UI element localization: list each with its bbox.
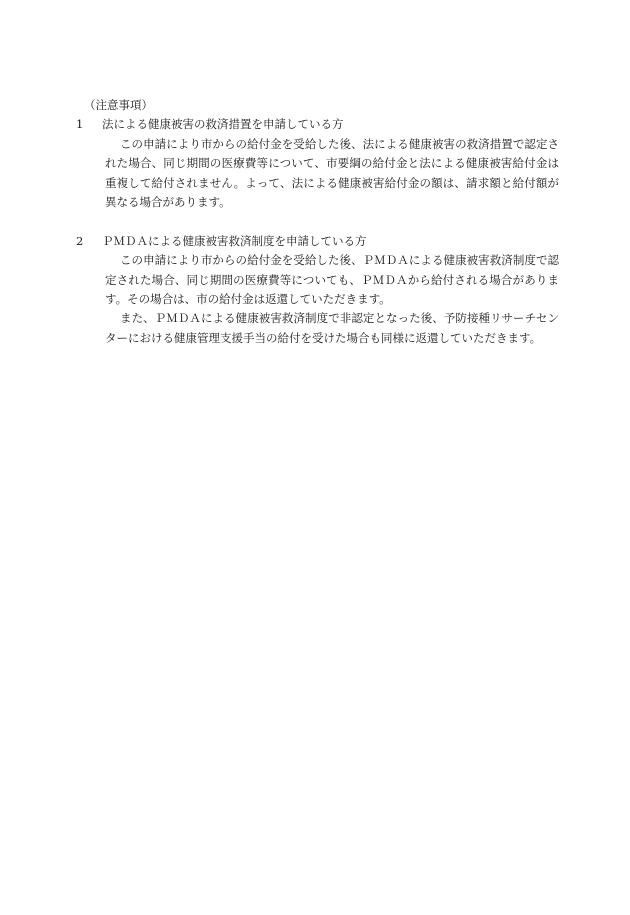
- section-2: [76, 232, 559, 348]
- section-1-heading: [76, 115, 559, 134]
- section-2-body: [104, 251, 559, 348]
- section-1-body: [104, 135, 559, 213]
- section-2-heading: [76, 232, 559, 251]
- section-1-title: 法による健康被害の救済措置を申請している方: [102, 117, 344, 132]
- section-2-paragraph-2: また、ＰＭＤＡによる健康被害救済制度で非認定となった後、予防接種リサーチセンターにおける健康管理支援手当の給付を受けた場合も同様に返還していただきます。: [105, 311, 559, 345]
- section-gap: [84, 212, 559, 231]
- section-2-title: ＰＭＤＡによる健康被害救済制度を申請している方: [102, 233, 367, 248]
- caution-title: （注意事項）: [84, 98, 153, 112]
- section-2-paragraph-1: この申請により市からの給付金を受給した後、ＰＭＤＡによる健康被害救済制度で認定された場合、同じ期間の医療費等についても、ＰＭＤＡから給付される場合があります。その場合は、市の給付金は返還していただきます。: [105, 253, 559, 307]
- section-1-number: 1: [76, 117, 84, 132]
- section-2-number: 2: [76, 233, 84, 248]
- section-1-paragraph-1: この申請により市からの給付金を受給した後、法による健康被害の救済措置で認定された場合、同じ期間の医療費等について、市要綱の給付金と法による健康被害給付金は重複して給付されません。よって、法による健康被害給付金の額は、請求額と給付額が異なる場合があります。: [105, 136, 559, 210]
- notice-content: [76, 96, 559, 348]
- section-1: [76, 115, 559, 212]
